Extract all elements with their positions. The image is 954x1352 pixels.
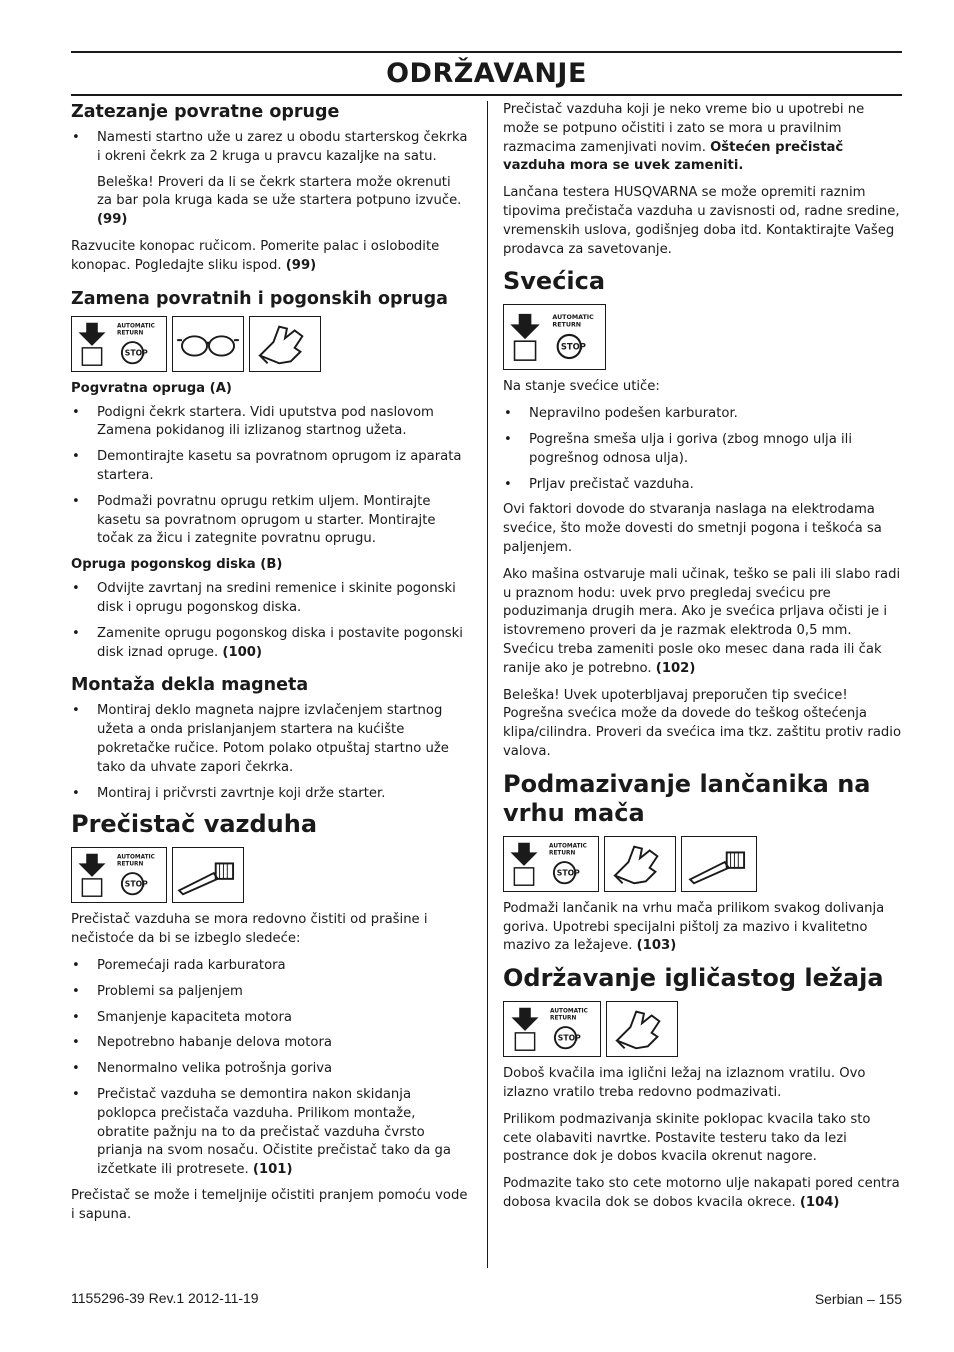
safety-icons-row — [503, 1001, 903, 1057]
stop-switch-icon — [503, 836, 599, 892]
list-item: • Poremećaji rada karburatora — [71, 957, 469, 976]
section-heading-air-filter: Prečistač vazduha — [71, 810, 318, 839]
svg-text:RETURN: RETURN — [550, 1015, 577, 1022]
svg-text:RETURN: RETURN — [117, 329, 144, 336]
section-heading-magneto-cover: Montaža dekla magneta — [71, 675, 309, 696]
bullet-list — [71, 957, 469, 1180]
list-item: • Nenormalno velika potrošnja goriva — [71, 1060, 469, 1079]
bullet-list — [71, 702, 469, 803]
stop-switch-icon — [503, 1001, 601, 1057]
stop-switch-icon — [71, 316, 167, 372]
bullet-list — [71, 580, 469, 662]
svg-text:STOP: STOP — [560, 342, 586, 352]
list-item: • Namesti startno uže u zarez u obodu starterskog čekrka i okreni čekrk za 2 kruga u pravcu kazaljke na satu. — [71, 129, 469, 167]
brush-icon — [172, 847, 244, 903]
list-item: • Prečistač vazduha se demontira nakon skidanja poklopca prečistača vazduha. Prilikom montaže, obratite pažnju na to da prečistač vazduha čvrsto prianja na svom nosaču. Očistite prečistač tako da ga izčetkate ili protresete. (101) — [71, 1086, 469, 1180]
list-item: • Nepotrebno habanje delova motora — [71, 1034, 469, 1053]
svg-text:STOP: STOP — [556, 868, 580, 878]
page-title: ODRŽAVANJE — [386, 58, 587, 89]
figure-ref: (100) — [222, 644, 263, 660]
list-item: • Problemi sa paljenjem — [71, 983, 469, 1002]
protective-glove-icon — [604, 836, 676, 892]
svg-text:AUTOMATIC: AUTOMATIC — [550, 1008, 588, 1015]
section-heading-needle-bearing: Održavanje igličastog ležaja — [503, 964, 884, 993]
warning-text: Oštećen prečistač vazduha mora se uvek zameniti. — [503, 139, 844, 174]
header-rule-bottom — [71, 94, 902, 96]
section-heading-tension-spring: Zatezanje povratne opruge — [71, 102, 340, 122]
brush-icon — [681, 836, 757, 892]
paragraph: Lančana testera HUSQVARNA se može opremiti raznim tipovima prečistača vazduha u zavisnosti od, radne sredine, vremenskih uslova, godišnjeg doba itd. Kontaktirajte Vašeg prodavca za savetovanje. — [503, 185, 900, 257]
list-item: • Zamenite oprugu pogonskog diska i postavite pogonski disk iznad opruge. (100) — [71, 625, 469, 663]
paragraph: Prečistač se može i temeljnije očistiti pranjem pomoću vode i sapuna. — [71, 1187, 468, 1222]
section-heading-sprocket-lubrication: Podmazivanje lančanika na vrhu mača — [503, 769, 871, 827]
safety-icons-row — [503, 836, 903, 892]
figure-ref: (103) — [636, 938, 677, 954]
svg-text:AUTOMATIC: AUTOMATIC — [117, 854, 155, 861]
protective-glove-icon — [606, 1001, 678, 1057]
figure-ref: (99) — [97, 212, 128, 228]
safety-glasses-icon — [172, 316, 244, 372]
figure-ref: (102) — [655, 660, 696, 676]
section-heading-spark-plug: Svećica — [503, 267, 606, 296]
svg-text:RETURN: RETURN — [552, 321, 582, 329]
page-number: Serbian – 155 — [814, 1291, 902, 1307]
protective-glove-icon — [249, 316, 321, 372]
list-item: • Demontirajte kasetu sa povratnom oprugom iz aparata startera. — [71, 448, 469, 486]
list-item: • Montiraj i pričvrsti zavrtnje koji drže starter. — [71, 785, 469, 804]
note-paragraph: Beleška! Proveri da li se čekrk startera može okrenuti za bar pola kruga kada se uže startera potpuno izvuče. (99) — [97, 174, 462, 228]
list-item: • Pogrešna smeša ulja i goriva (zbog mnogo ulja ili pogrešnog odnosa ulja). — [503, 431, 903, 469]
header-rule-top — [71, 51, 902, 53]
svg-text:STOP: STOP — [124, 348, 148, 358]
list-item: • Montiraj deklo magneta najpre izvlačenjem startnog užeta a onda prislanjanjem startera na kućište pokretačke ručice. Potom polako otpuštaj startno uže tako da uhvate zapori čekrka. — [71, 702, 469, 777]
list-item: • Nepravilno podešen karburator. — [503, 405, 903, 424]
subheading-return-spring: Pogvratna opruga (A) — [71, 380, 232, 396]
svg-text:AUTOMATIC: AUTOMATIC — [549, 843, 587, 850]
list-item: • Podmaži povratnu oprugu retkim uljem. Montirajte kasetu sa povratnom oprugom u starter. Montirajte točak za žicu i zategnite povratnu oprugu. — [71, 493, 469, 549]
paragraph: Prilikom podmazivanja skinite poklopac kvacila tako sto cete olabaviti navrtke. Postavite testeru tako da lezi postrance dok je dobos kvacila okrenut nagore. — [503, 1111, 871, 1165]
paragraph: Prečistač vazduha koji je neko vreme bio u upotrebi ne može se potpuno očistiti i zato se mora u pravilnim razmacima zamenjivati novim. Oštećen prečistač vazduha mora se uvek zameniti. — [503, 102, 865, 174]
paragraph: Ako mašina ostvaruje mali učinak, teško se pali ili slabo radi u praznom hodu: uvek prvo pregledaj svećicu pre poduzimanja drugih mera. Ako je svećica prljava očisti je i istovremeno proveri da je razmak elektroda 0,5 mm. Svećicu treba zameniti posle oko mesec dana rada ili čak ranije ako je potrebno. (102) — [503, 566, 901, 676]
section-heading-replace-springs: Zamena povratnih i pogonskih opruga — [71, 288, 448, 309]
paragraph: Razvucite konopac ručicom. Pomerite palac i oslobodite konopac. Pogledajte sliku ispod. (99) — [71, 238, 440, 273]
svg-text:STOP: STOP — [124, 879, 148, 889]
right-column — [503, 101, 903, 1221]
document-number: 1155296-39 Rev.1 2012-11-19 — [71, 1290, 259, 1306]
figure-ref: (104) — [799, 1194, 840, 1210]
safety-icons-row — [71, 316, 469, 372]
subheading-drive-spring: Opruga pogonskog diska (B) — [71, 557, 283, 573]
stop-switch-icon — [71, 847, 167, 903]
paragraph: Doboš kvačila ima iglični ležaj na izlaznom vratilu. Ovo izlazno vratilo treba redovno podmazivati. — [503, 1066, 866, 1100]
bullet-list — [503, 405, 903, 494]
column-divider — [487, 101, 488, 1268]
svg-text:RETURN: RETURN — [549, 850, 576, 857]
figure-ref: (99) — [285, 257, 317, 273]
list-item: • Prljav prečistač vazduha. — [503, 476, 903, 495]
paragraph: Podmazite tako sto cete motorno ulje nakapati pored centra dobosa kvacila dok se dobos kvacila okrece. (104) — [503, 1176, 900, 1210]
svg-text:STOP: STOP — [557, 1033, 581, 1043]
bullet-list — [71, 129, 469, 167]
svg-text:AUTOMATIC: AUTOMATIC — [552, 314, 594, 322]
svg-text:RETURN: RETURN — [117, 861, 144, 868]
list-item: • Smanjenje kapaciteta motora — [71, 1009, 469, 1028]
paragraph: Ovi faktori dovode do stvaranja naslaga na elektrodama svećice, što može dovesti do smetnji pogona i teškoća sa paljenjem. — [503, 502, 882, 555]
note-paragraph: Beleška! Uvek upoterbljavaj preporučen tip svećice! Pogrešna svećica može da dovede do teškog oštećenja klipa/cilindra. Proveri da svećica ima tkz. zaštitu protiv radio valova. — [503, 687, 902, 759]
stop-switch-icon — [503, 304, 606, 370]
figure-ref: (101) — [252, 1162, 293, 1178]
safety-icons-row — [503, 304, 903, 370]
list-item: • Podigni čekrk startera. Vidi uputstva pod naslovom Zamena pokidanog ili izlizanog startnog užeta. — [71, 404, 469, 442]
left-column — [71, 101, 469, 1232]
paragraph: Na stanje svećice utiče: — [503, 379, 660, 395]
svg-text:AUTOMATIC: AUTOMATIC — [117, 323, 155, 330]
safety-icons-row — [71, 847, 469, 903]
paragraph: Podmaži lančanik na vrhu mača prilikom svakog dolivanja goriva. Upotrebi specijalni pištolj za mazivo i kvalitetno mazivo za ležajeve. (103) — [503, 900, 885, 954]
paragraph: Prečistač vazduha se mora redovno čistiti od prašine i nečistoće da bi se izbeglo sledeće: — [71, 912, 428, 947]
list-item: • Odvijte zavrtanj na sredini remenice i skinite pogonski disk i oprugu pogonskog diska. — [71, 580, 469, 618]
bullet-list — [71, 404, 469, 550]
